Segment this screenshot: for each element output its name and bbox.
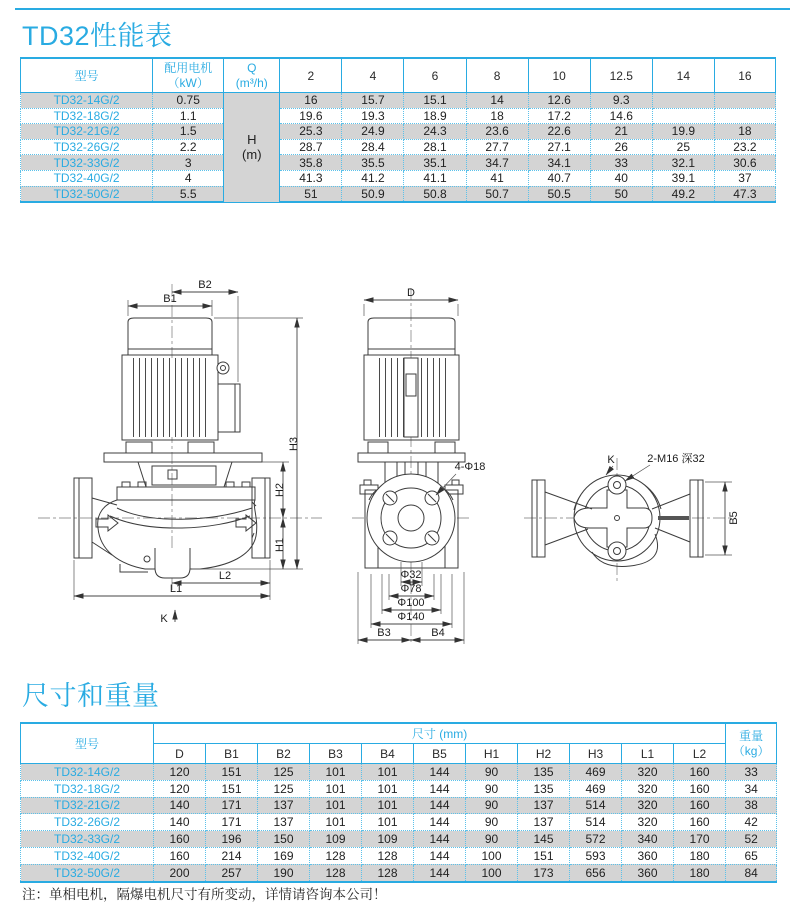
dimension-value-cell: 160 xyxy=(674,764,726,781)
dimension-value-cell: 101 xyxy=(310,764,362,781)
dimension-value-cell: 656 xyxy=(570,864,622,881)
dimension-value-cell: 140 xyxy=(154,814,206,831)
head-value-cell: 37 xyxy=(714,170,775,186)
head-value-cell: 47.3 xyxy=(714,186,775,202)
head-value-cell: 51 xyxy=(280,186,342,202)
col-header-q16: 16 xyxy=(714,58,775,93)
col-header-b3: B3 xyxy=(310,744,362,764)
col-header-b1: B1 xyxy=(206,744,258,764)
head-value-cell: 27.1 xyxy=(528,139,590,155)
performance-table xyxy=(20,57,776,203)
view-label-k: K xyxy=(160,613,168,625)
dimension-value-cell: 144 xyxy=(414,780,466,797)
dimensions-row xyxy=(21,780,777,797)
model-cell: TD32-18G/2 xyxy=(21,780,154,797)
weight-value-cell: 34 xyxy=(726,780,777,797)
dimension-value-cell: 340 xyxy=(622,831,674,848)
dimension-value-cell: 100 xyxy=(466,864,518,881)
motor-power-cell: 1.1 xyxy=(153,108,224,124)
motor-power-cell: 5.5 xyxy=(153,186,224,202)
dim-label-d140: Φ140 xyxy=(397,611,425,623)
head-value-cell: 28.1 xyxy=(404,139,466,155)
dimension-value-cell: 145 xyxy=(518,831,570,848)
dimension-value-cell: 125 xyxy=(258,764,310,781)
head-value-cell: 18.9 xyxy=(404,108,466,124)
dimension-value-cell: 469 xyxy=(570,764,622,781)
head-value-cell: 14.6 xyxy=(590,108,652,124)
head-value-cell: 25.3 xyxy=(280,124,342,140)
model-cell: TD32-40G/2 xyxy=(21,847,154,864)
head-value-cell: 24.9 xyxy=(342,124,404,140)
dimension-value-cell: 320 xyxy=(622,764,674,781)
dimension-value-cell: 144 xyxy=(414,831,466,848)
model-cell: TD32-33G/2 xyxy=(21,831,154,848)
dimension-value-cell: 144 xyxy=(414,797,466,814)
head-value-cell xyxy=(652,108,714,124)
dimension-value-cell: 101 xyxy=(362,780,414,797)
dimension-value-cell: 101 xyxy=(310,780,362,797)
head-value-cell: 30.6 xyxy=(714,155,775,171)
dimension-value-cell: 137 xyxy=(258,797,310,814)
col-header-model: 型号 xyxy=(21,58,153,93)
head-unit-cell: H (m) xyxy=(224,93,280,203)
head-value-cell: 22.6 xyxy=(528,124,590,140)
dimension-value-cell: 150 xyxy=(258,831,310,848)
dimension-value-cell: 469 xyxy=(570,780,622,797)
head-value-cell: 49.2 xyxy=(652,186,714,202)
model-cell: TD32-14G/2 xyxy=(21,764,154,781)
model-cell: TD32-40G/2 xyxy=(21,170,153,186)
head-value-cell: 23.6 xyxy=(466,124,528,140)
motor-power-cell: 3 xyxy=(153,155,224,171)
head-value-cell: 19.3 xyxy=(342,108,404,124)
dim-label-thread: 2-M16 深32 xyxy=(647,453,705,465)
dim-label-b5: B5 xyxy=(728,511,740,525)
head-value-cell xyxy=(714,108,775,124)
dimension-value-cell: 125 xyxy=(258,780,310,797)
dimension-value-cell: 200 xyxy=(154,864,206,881)
head-value-cell: 50.5 xyxy=(528,186,590,202)
dimension-value-cell: 101 xyxy=(310,797,362,814)
dimensions-row xyxy=(21,864,777,881)
dimension-value-cell: 90 xyxy=(466,764,518,781)
dimension-value-cell: 160 xyxy=(674,814,726,831)
head-value-cell: 26 xyxy=(590,139,652,155)
dim-label-l2: L2 xyxy=(218,570,232,582)
head-value-cell: 40.7 xyxy=(528,170,590,186)
head-value-cell: 41 xyxy=(466,170,528,186)
col-header-b4: B4 xyxy=(362,744,414,764)
dimension-value-cell: 171 xyxy=(206,797,258,814)
head-value-cell: 23.2 xyxy=(714,139,775,155)
motor-power-cell: 1.5 xyxy=(153,124,224,140)
dimension-value-cell: 101 xyxy=(362,814,414,831)
head-value-cell: 15.7 xyxy=(342,93,404,109)
dim-label-b3: B3 xyxy=(377,627,391,639)
head-value-cell: 50.9 xyxy=(342,186,404,202)
motor-power-cell: 0.75 xyxy=(153,93,224,109)
head-value-cell xyxy=(714,93,775,109)
performance-section-title: TD32性能表 xyxy=(22,21,173,51)
motor-power-cell: 4 xyxy=(153,170,224,186)
col-header-q10: 10 xyxy=(528,58,590,93)
dimension-value-cell: 101 xyxy=(362,764,414,781)
dimension-value-cell: 160 xyxy=(674,780,726,797)
dimension-value-cell: 144 xyxy=(414,864,466,881)
pump-dimension-drawings xyxy=(0,262,800,662)
footnote: 注：单相电机，隔爆电机尺寸有所变动，详情请咨询本公司！ xyxy=(22,887,387,902)
dimension-value-cell: 120 xyxy=(154,764,206,781)
dimension-value-cell: 360 xyxy=(622,847,674,864)
dimension-value-cell: 144 xyxy=(414,847,466,864)
performance-row xyxy=(21,108,776,124)
weight-value-cell: 65 xyxy=(726,847,777,864)
model-cell: TD32-14G/2 xyxy=(21,93,153,109)
weight-value-cell: 52 xyxy=(726,831,777,848)
head-value-cell: 19.9 xyxy=(652,124,714,140)
performance-row xyxy=(21,139,776,155)
model-cell: TD32-21G/2 xyxy=(21,797,154,814)
dimension-value-cell: 214 xyxy=(206,847,258,864)
head-value-cell: 28.7 xyxy=(280,139,342,155)
col-header-b2: B2 xyxy=(258,744,310,764)
model-cell: TD32-50G/2 xyxy=(21,186,153,202)
head-value-cell: 16 xyxy=(280,93,342,109)
dimension-value-cell: 514 xyxy=(570,814,622,831)
dimension-value-cell: 90 xyxy=(466,780,518,797)
col-header-l2: L2 xyxy=(674,744,726,764)
head-value-cell: 50.7 xyxy=(466,186,528,202)
dim-label-h2: H2 xyxy=(274,482,286,498)
performance-row xyxy=(21,93,776,109)
dim-label-b4: B4 xyxy=(431,627,445,639)
dimension-value-cell: 140 xyxy=(154,797,206,814)
dimension-value-cell: 137 xyxy=(518,797,570,814)
dimension-value-cell: 151 xyxy=(206,764,258,781)
dim-label-d: D xyxy=(407,287,415,299)
dimension-value-cell: 109 xyxy=(362,831,414,848)
dimension-value-cell: 137 xyxy=(258,814,310,831)
head-value-cell: 19.6 xyxy=(280,108,342,124)
head-value-cell: 41.2 xyxy=(342,170,404,186)
dim-label-d78: Φ78 xyxy=(400,583,422,595)
head-value-cell: 35.8 xyxy=(280,155,342,171)
dimension-value-cell: 320 xyxy=(622,797,674,814)
dimension-value-cell: 135 xyxy=(518,764,570,781)
model-cell: TD32-33G/2 xyxy=(21,155,153,171)
dim-label-b2: B2 xyxy=(198,279,212,291)
col-header-q14: 14 xyxy=(652,58,714,93)
head-value-cell: 40 xyxy=(590,170,652,186)
model-cell: TD32-50G/2 xyxy=(21,864,154,881)
dimension-value-cell: 100 xyxy=(466,847,518,864)
front-view-drawing xyxy=(38,279,322,625)
head-value-cell: 41.3 xyxy=(280,170,342,186)
weight-value-cell: 42 xyxy=(726,814,777,831)
dim-label-b1: B1 xyxy=(163,293,177,305)
col-header-h2: H2 xyxy=(518,744,570,764)
head-value-cell: 50 xyxy=(590,186,652,202)
dimension-value-cell: 170 xyxy=(674,831,726,848)
dimension-value-cell: 160 xyxy=(674,797,726,814)
top-divider xyxy=(15,8,790,10)
view-label-k-top: K xyxy=(607,454,615,466)
dimension-value-cell: 169 xyxy=(258,847,310,864)
col-header-q8: 8 xyxy=(466,58,528,93)
head-value-cell: 18 xyxy=(714,124,775,140)
performance-row xyxy=(21,155,776,171)
col-header-model: 型号 xyxy=(21,723,154,764)
col-header-weight: 重量 （kg） xyxy=(726,723,777,764)
head-value-cell: 35.1 xyxy=(404,155,466,171)
weight-value-cell: 38 xyxy=(726,797,777,814)
col-header-q6: 6 xyxy=(404,58,466,93)
dimensions-row xyxy=(21,831,777,848)
dimension-value-cell: 572 xyxy=(570,831,622,848)
model-cell: TD32-26G/2 xyxy=(21,139,153,155)
head-value-cell: 14 xyxy=(466,93,528,109)
head-value-cell: 25 xyxy=(652,139,714,155)
head-value-cell: 41.1 xyxy=(404,170,466,186)
dim-label-d100: Φ100 xyxy=(397,597,425,609)
performance-row xyxy=(21,186,776,202)
col-header-flow: Q (m³/h) xyxy=(224,58,280,93)
dimension-value-cell: 171 xyxy=(206,814,258,831)
dimension-value-cell: 90 xyxy=(466,814,518,831)
dimensions-row xyxy=(21,764,777,781)
dimensions-row xyxy=(21,797,777,814)
col-header-h1: H1 xyxy=(466,744,518,764)
dimension-value-cell: 180 xyxy=(674,847,726,864)
dimension-value-cell: 151 xyxy=(518,847,570,864)
dimension-value-cell: 514 xyxy=(570,797,622,814)
dim-label-h3: H3 xyxy=(288,436,300,452)
performance-table-body xyxy=(21,93,776,203)
dimension-value-cell: 128 xyxy=(362,847,414,864)
weight-value-cell: 33 xyxy=(726,764,777,781)
dimensions-table-body xyxy=(21,764,777,882)
dimension-value-cell: 180 xyxy=(674,864,726,881)
dimension-value-cell: 120 xyxy=(154,780,206,797)
dimension-value-cell: 360 xyxy=(622,864,674,881)
dimension-value-cell: 144 xyxy=(414,814,466,831)
col-header-d: D xyxy=(154,744,206,764)
dim-label-h1: H1 xyxy=(274,537,286,553)
head-value-cell: 21 xyxy=(590,124,652,140)
col-header-b5: B5 xyxy=(414,744,466,764)
dimension-value-cell: 128 xyxy=(310,864,362,881)
dimension-value-cell: 151 xyxy=(206,780,258,797)
dimension-value-cell: 320 xyxy=(622,780,674,797)
head-value-cell: 34.1 xyxy=(528,155,590,171)
model-cell: TD32-21G/2 xyxy=(21,124,153,140)
model-cell: TD32-18G/2 xyxy=(21,108,153,124)
head-value-cell: 33 xyxy=(590,155,652,171)
col-header-q2: 2 xyxy=(280,58,342,93)
head-value-cell: 50.8 xyxy=(404,186,466,202)
dimension-value-cell: 190 xyxy=(258,864,310,881)
dimension-value-cell: 144 xyxy=(414,764,466,781)
dimension-value-cell: 128 xyxy=(362,864,414,881)
dimension-value-cell: 137 xyxy=(518,814,570,831)
dimension-value-cell: 90 xyxy=(466,797,518,814)
dimension-value-cell: 160 xyxy=(154,831,206,848)
dimension-value-cell: 90 xyxy=(466,831,518,848)
dimension-value-cell: 135 xyxy=(518,780,570,797)
top-view-drawing xyxy=(524,452,740,584)
dim-label-bolt-holes: 4-Φ18 xyxy=(454,461,486,473)
head-value-cell: 27.7 xyxy=(466,139,528,155)
dimension-value-cell: 196 xyxy=(206,831,258,848)
col-header-l1: L1 xyxy=(622,744,674,764)
dimensions-section-title: 尺寸和重量 xyxy=(22,681,160,711)
dimension-value-cell: 320 xyxy=(622,814,674,831)
dimension-value-cell: 109 xyxy=(310,831,362,848)
dimension-value-cell: 128 xyxy=(310,847,362,864)
col-header-q12-5: 12.5 xyxy=(590,58,652,93)
weight-value-cell: 84 xyxy=(726,864,777,881)
model-cell: TD32-26G/2 xyxy=(21,814,154,831)
dimension-value-cell: 101 xyxy=(362,797,414,814)
col-header-h3: H3 xyxy=(570,744,622,764)
performance-row xyxy=(21,170,776,186)
side-view-drawing xyxy=(352,287,485,644)
head-value-cell: 39.1 xyxy=(652,170,714,186)
head-value-cell: 35.5 xyxy=(342,155,404,171)
head-value-cell: 28.4 xyxy=(342,139,404,155)
dimensions-table xyxy=(20,722,777,883)
head-value-cell: 32.1 xyxy=(652,155,714,171)
dim-label-d32: Φ32 xyxy=(400,569,422,581)
dimension-value-cell: 101 xyxy=(310,814,362,831)
dimension-value-cell: 257 xyxy=(206,864,258,881)
head-value-cell: 12.6 xyxy=(528,93,590,109)
head-value-cell: 17.2 xyxy=(528,108,590,124)
head-value-cell: 9.3 xyxy=(590,93,652,109)
col-header-q4: 4 xyxy=(342,58,404,93)
dimension-value-cell: 160 xyxy=(154,847,206,864)
motor-power-cell: 2.2 xyxy=(153,139,224,155)
head-value-cell: 34.7 xyxy=(466,155,528,171)
dim-label-l1: L1 xyxy=(169,583,183,595)
performance-row xyxy=(21,124,776,140)
col-header-dims-span: 尺寸 (mm) xyxy=(154,723,726,744)
col-header-motor: 配用电机 （kW） xyxy=(153,58,224,93)
head-value-cell: 24.3 xyxy=(404,124,466,140)
dimension-value-cell: 593 xyxy=(570,847,622,864)
dimensions-row xyxy=(21,847,777,864)
head-value-cell xyxy=(652,93,714,109)
dimension-value-cell: 173 xyxy=(518,864,570,881)
dimensions-row xyxy=(21,814,777,831)
head-value-cell: 18 xyxy=(466,108,528,124)
head-value-cell: 15.1 xyxy=(404,93,466,109)
